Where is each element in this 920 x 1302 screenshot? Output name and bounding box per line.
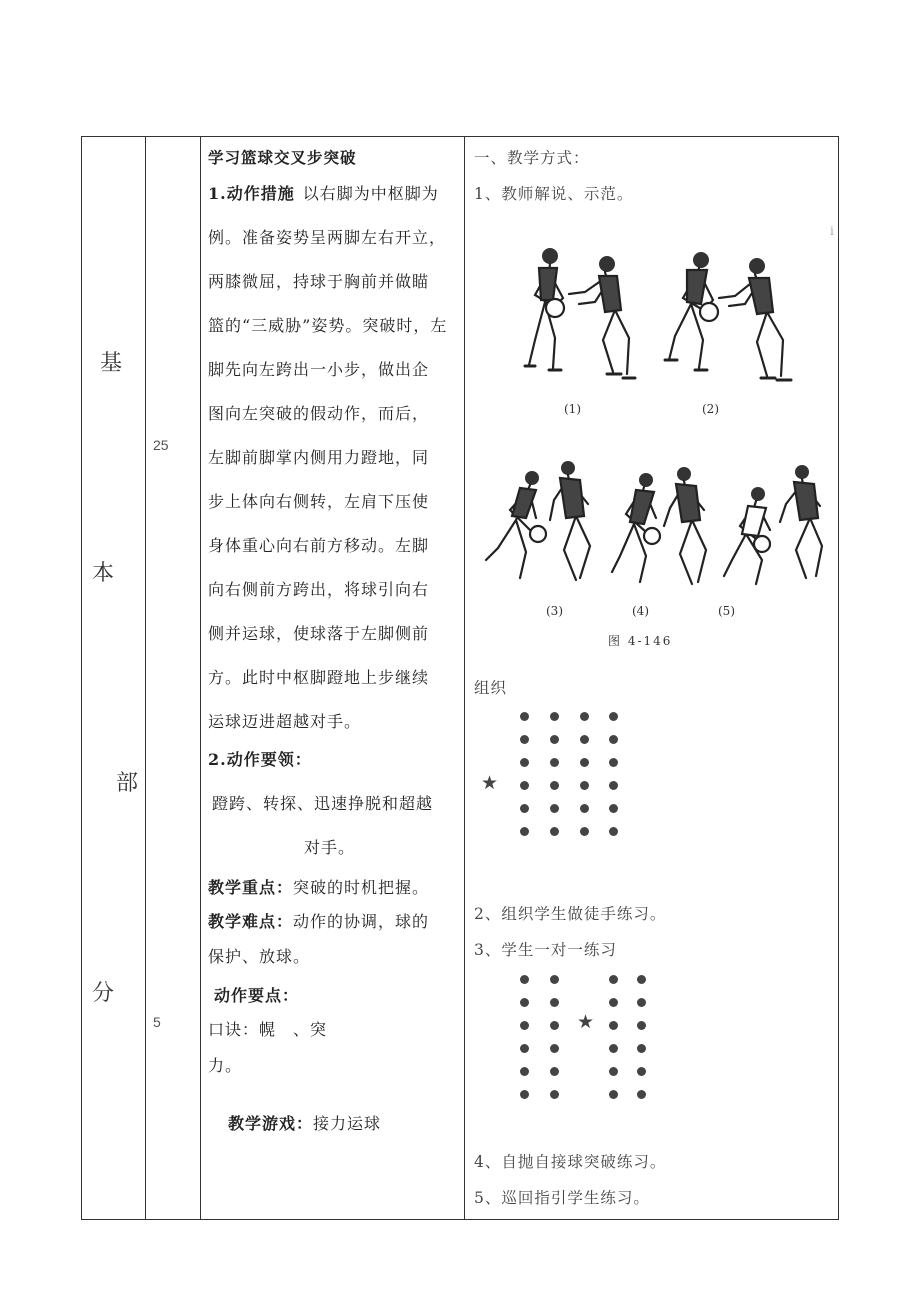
student-dot <box>609 998 618 1007</box>
student-dot <box>580 827 589 836</box>
student-dot <box>609 781 618 790</box>
mnemonic-line: 口诀：幌 、突 <box>208 1020 328 1039</box>
student-dot <box>580 804 589 813</box>
student-dot <box>520 998 529 1007</box>
student-dot <box>520 781 529 790</box>
measure-first-line <box>208 178 439 209</box>
measure-label: 1.动作措施 <box>208 184 295 203</box>
action-points-label: 动作要点： <box>214 986 300 1005</box>
student-dot <box>550 1044 559 1053</box>
student-dot <box>520 712 529 721</box>
time-value-2: 5 <box>153 1014 161 1030</box>
figure-caption: (1) <box>564 402 581 416</box>
demo-illustration-top <box>505 240 815 390</box>
measure-line: 左脚前脚掌内侧用力蹬地，同 <box>208 448 430 467</box>
student-dot <box>637 1044 646 1053</box>
figure-caption: (2) <box>702 402 719 416</box>
student-dot <box>609 1067 618 1076</box>
figure-caption: (5) <box>718 604 735 618</box>
teacher-star-icon: ★ <box>481 772 499 794</box>
figure-number: 图 4-146 <box>608 634 673 648</box>
method-step-3: 3、学生一对一练习 <box>474 941 617 959</box>
student-dot <box>609 827 618 836</box>
essentials-line: 蹬跨、转探、迅速挣脱和超越 <box>212 794 434 813</box>
student-dot <box>520 735 529 744</box>
student-dot <box>550 758 559 767</box>
student-dot <box>550 1067 559 1076</box>
section-char-3: 部 <box>116 771 139 796</box>
stray-mark: i <box>830 224 834 238</box>
student-dot <box>550 1090 559 1099</box>
student-dot <box>637 975 646 984</box>
basketball <box>644 528 660 544</box>
measure-line: 脚先向左跨出一小步，做出企 <box>208 360 430 379</box>
student-dot <box>609 804 618 813</box>
essentials-line: 对手。 <box>304 838 356 857</box>
difficulty-text: 动作的协调，球的 <box>293 912 430 931</box>
key-point-label: 教学重点： <box>208 878 294 897</box>
student-dot <box>520 804 529 813</box>
section-char-1: 基 <box>100 351 123 376</box>
method-heading: 一、教学方式： <box>474 149 590 167</box>
method-step-1: 1、教师解说、示范。 <box>474 185 634 203</box>
organization-label: 组织 <box>474 679 508 697</box>
player-figure <box>664 467 706 584</box>
column-divider <box>464 137 465 1219</box>
student-dot <box>637 1067 646 1076</box>
method-step-4: 4、自抛自接球突破练习。 <box>474 1153 667 1171</box>
teaching-game-line <box>228 1108 381 1139</box>
student-dot <box>580 758 589 767</box>
measure-line: 例。准备姿势呈两脚左右开立， <box>208 228 447 247</box>
measure-line: 向右侧前方跨出，将球引向右 <box>208 580 430 599</box>
student-dot <box>609 1090 618 1099</box>
measure-line: 以右脚为中枢脚为 <box>302 184 439 203</box>
column-divider <box>200 137 201 1219</box>
player-figure <box>780 465 822 578</box>
measure-line: 两膝微屈，持球于胸前并做瞄 <box>208 272 430 291</box>
student-dot <box>520 758 529 767</box>
student-dot <box>520 975 529 984</box>
player-figure <box>719 258 791 380</box>
player-figure <box>486 471 539 578</box>
student-dot <box>609 1044 618 1053</box>
section-char-4: 分 <box>92 981 115 1006</box>
student-dot <box>609 1021 618 1030</box>
column-divider <box>145 137 146 1219</box>
student-dot <box>609 735 618 744</box>
student-dot <box>550 975 559 984</box>
basketball <box>754 536 770 552</box>
student-dot <box>550 1021 559 1030</box>
teaching-game-text: 接力运球 <box>313 1114 382 1133</box>
student-dot <box>609 712 618 721</box>
essentials-label: 2.动作要领： <box>208 750 312 769</box>
student-dot <box>520 1021 529 1030</box>
measure-line: 步上体向右侧转，左肩下压使 <box>208 492 430 511</box>
difficulty-label: 教学难点： <box>208 912 294 931</box>
student-dot <box>520 1090 529 1099</box>
figure-caption: (4) <box>632 604 649 618</box>
student-dot <box>550 781 559 790</box>
method-step-2: 2、组织学生做徒手练习。 <box>474 905 667 923</box>
student-dot <box>550 998 559 1007</box>
difficulty-line <box>208 906 429 937</box>
figure-caption: (3) <box>546 604 563 618</box>
student-dot <box>580 781 589 790</box>
measure-line: 篮的“三威胁”姿势。突破时，左 <box>208 316 448 335</box>
student-dot <box>550 735 559 744</box>
measure-line: 运球迈进超越对手。 <box>208 712 362 731</box>
student-dot <box>609 758 618 767</box>
student-dot <box>637 1021 646 1030</box>
student-dot <box>520 827 529 836</box>
teacher-star-icon: ★ <box>577 1011 595 1033</box>
measure-line: 图向左突破的假动作，而后， <box>208 404 430 423</box>
measure-line: 侧并运球，使球落于左脚侧前 <box>208 624 430 643</box>
key-point-text: 突破的时机把握。 <box>293 878 430 897</box>
basketball <box>530 526 546 542</box>
student-dot <box>520 1044 529 1053</box>
teaching-game-label: 教学游戏： <box>228 1114 314 1133</box>
student-dot <box>637 1090 646 1099</box>
student-dot <box>550 827 559 836</box>
student-dot <box>637 998 646 1007</box>
method-step-5: 5、巡回指引学生练习。 <box>474 1189 650 1207</box>
difficulty-line: 保护、放球。 <box>208 947 311 966</box>
student-dot <box>580 712 589 721</box>
student-dot <box>550 712 559 721</box>
demo-illustration-bottom <box>480 460 825 600</box>
student-dot <box>520 1067 529 1076</box>
key-point-line <box>208 872 429 903</box>
measure-line: 身体重心向右前方移动。左脚 <box>208 536 430 555</box>
player-figure <box>569 256 635 378</box>
section-char-2: 本 <box>92 561 115 586</box>
student-dot <box>609 975 618 984</box>
basketball <box>546 299 564 317</box>
content-title: 学习篮球交叉步突破 <box>208 148 357 167</box>
player-figure <box>550 461 590 580</box>
measure-line: 方。此时中枢脚蹬地上步继续 <box>208 668 430 687</box>
time-value-1: 25 <box>153 437 169 453</box>
student-dot <box>550 804 559 813</box>
mnemonic-line: 力。 <box>208 1056 243 1075</box>
basketball <box>700 303 718 321</box>
student-dot <box>580 735 589 744</box>
